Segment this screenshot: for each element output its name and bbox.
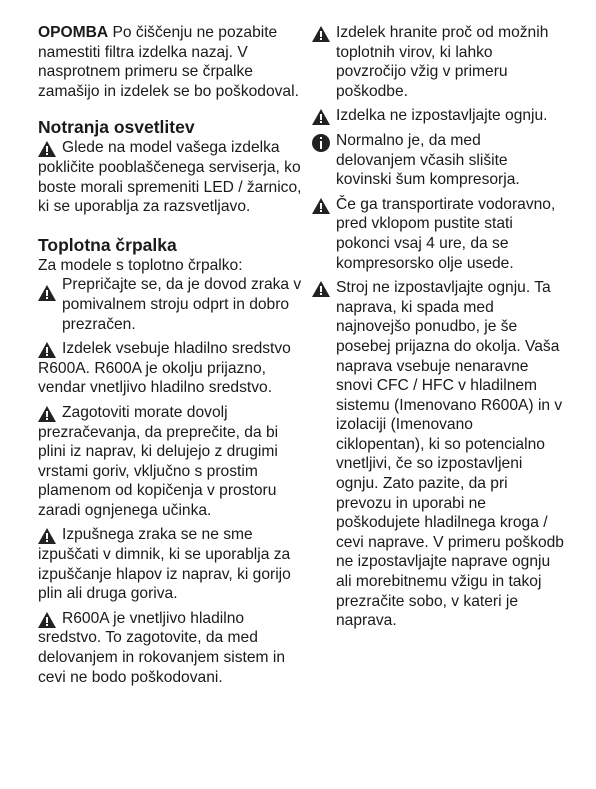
lighting-heading: Notranja osvetlitev <box>38 117 195 138</box>
heatpump-warning-text: R600A je vnetljivo hladilno sredstvo. To zagotovite, da med delovanjem in rokovanjem sistem in cevi ne bodo poškodovani. <box>38 609 286 686</box>
heatpump-heading: Toplotna črpalka <box>38 234 177 255</box>
warning-icon <box>38 406 56 422</box>
note-paragraph <box>38 23 308 101</box>
warning-icon <box>312 198 330 214</box>
heatpump-warning-text: Izpušnega zraka se ne sme izpuščati v dimnik, ki se uporablja za izpuščanje hlapov iz naprav, ki gorijo plin ali druga goriva. <box>38 526 291 603</box>
warning-icon <box>38 141 56 157</box>
heatpump-warning-text: Prepričajte se, da je dovod zraka v pomivalnem stroju odprt in dobro prezračen. <box>62 276 302 333</box>
right-warning-2 <box>312 106 564 126</box>
heatpump-warning-4 <box>38 525 308 603</box>
warning-icon <box>312 281 330 297</box>
warning-icon <box>38 612 56 628</box>
info-icon <box>312 134 330 150</box>
right-column <box>312 23 564 631</box>
right-warning-1 <box>312 23 564 101</box>
note-text: Po čiščenju ne pozabite namestiti filtra izdelka nazaj. V nasprotnem primeru se črpalke zamašijo in izdelek se bo poškodoval. <box>38 24 299 100</box>
right-warning-text: Izdelka ne izpostavljajte ognju. <box>336 107 548 125</box>
right-warning-3 <box>312 195 564 273</box>
warning-icon <box>312 109 330 125</box>
heatpump-warning-2 <box>38 339 308 398</box>
right-info-1 <box>312 131 564 190</box>
left-column <box>38 23 308 687</box>
right-warning-4 <box>312 278 564 631</box>
lighting-warning-text: Glede na model vašega izdelka pokličite pooblaščenega serviserja, ko boste morali spremeniti LED / žarnico, ki se uporablja za razsvetljavo. <box>38 139 302 216</box>
note-label: OPOMBA <box>38 24 109 41</box>
warning-icon <box>38 342 56 358</box>
heatpump-warning-1 <box>38 275 308 334</box>
heatpump-warning-3 <box>38 403 308 521</box>
right-warning-text: Izdelek hranite proč od možnih toplotnih virov, ki lahko povzročijo vžig v primeru poškodbe. <box>336 24 549 100</box>
right-warning-text: Če ga transportirate vodoravno, pred vklopom pustite stati pokonci vsaj 4 ure, da se kompresorsko olje usede. <box>336 195 556 272</box>
heatpump-intro: Za modele s toplotno črpalko: <box>38 256 243 274</box>
heatpump-warning-5 <box>38 609 308 687</box>
heatpump-warning-text: Izdelek vsebuje hladilno sredstvo R600A. R600A je okolju prijazno, vendar vnetljivo hladilno sredstvo. <box>38 340 291 397</box>
right-warning-text: Stroj ne izpostavljajte ognju. Ta naprava, ki spada med najnovejšo ponudbo, je še posebej prijazna do okolja. Vaša naprava vsebuje nenaravne snovi CFC / HFC v hladilnem sistemu (Imenovano R600A) in v izolaciji (Imenovano ciklopentan), ki so potencialno vnetljivi, če so izpostavljeni ognju. Zato pazite, da pri prevozu in uporabi ne poškodujete hladilnega kroga / cevi naprave. V primeru poškodb ne izpostavljajte naprave ognju ali morebitnemu vžigu in takoj prezračite sobo, v kateri je naprava. <box>336 279 564 630</box>
warning-icon <box>38 528 56 544</box>
lighting-warning <box>38 138 308 216</box>
warning-icon <box>38 285 56 301</box>
warning-icon <box>312 26 330 42</box>
right-info-text: Normalno je, da med delovanjem včasih slišite kovinski šum kompresorja. <box>336 131 520 189</box>
heatpump-warning-text: Zagotoviti morate dovolj prezračevanja, da preprečite, da bi plini iz naprav, ki delujejo z drugimi vrstami goriv, vključno s prostim plamenom od kopičenja v prostoru zaradi ognjenega učinka. <box>38 403 279 519</box>
